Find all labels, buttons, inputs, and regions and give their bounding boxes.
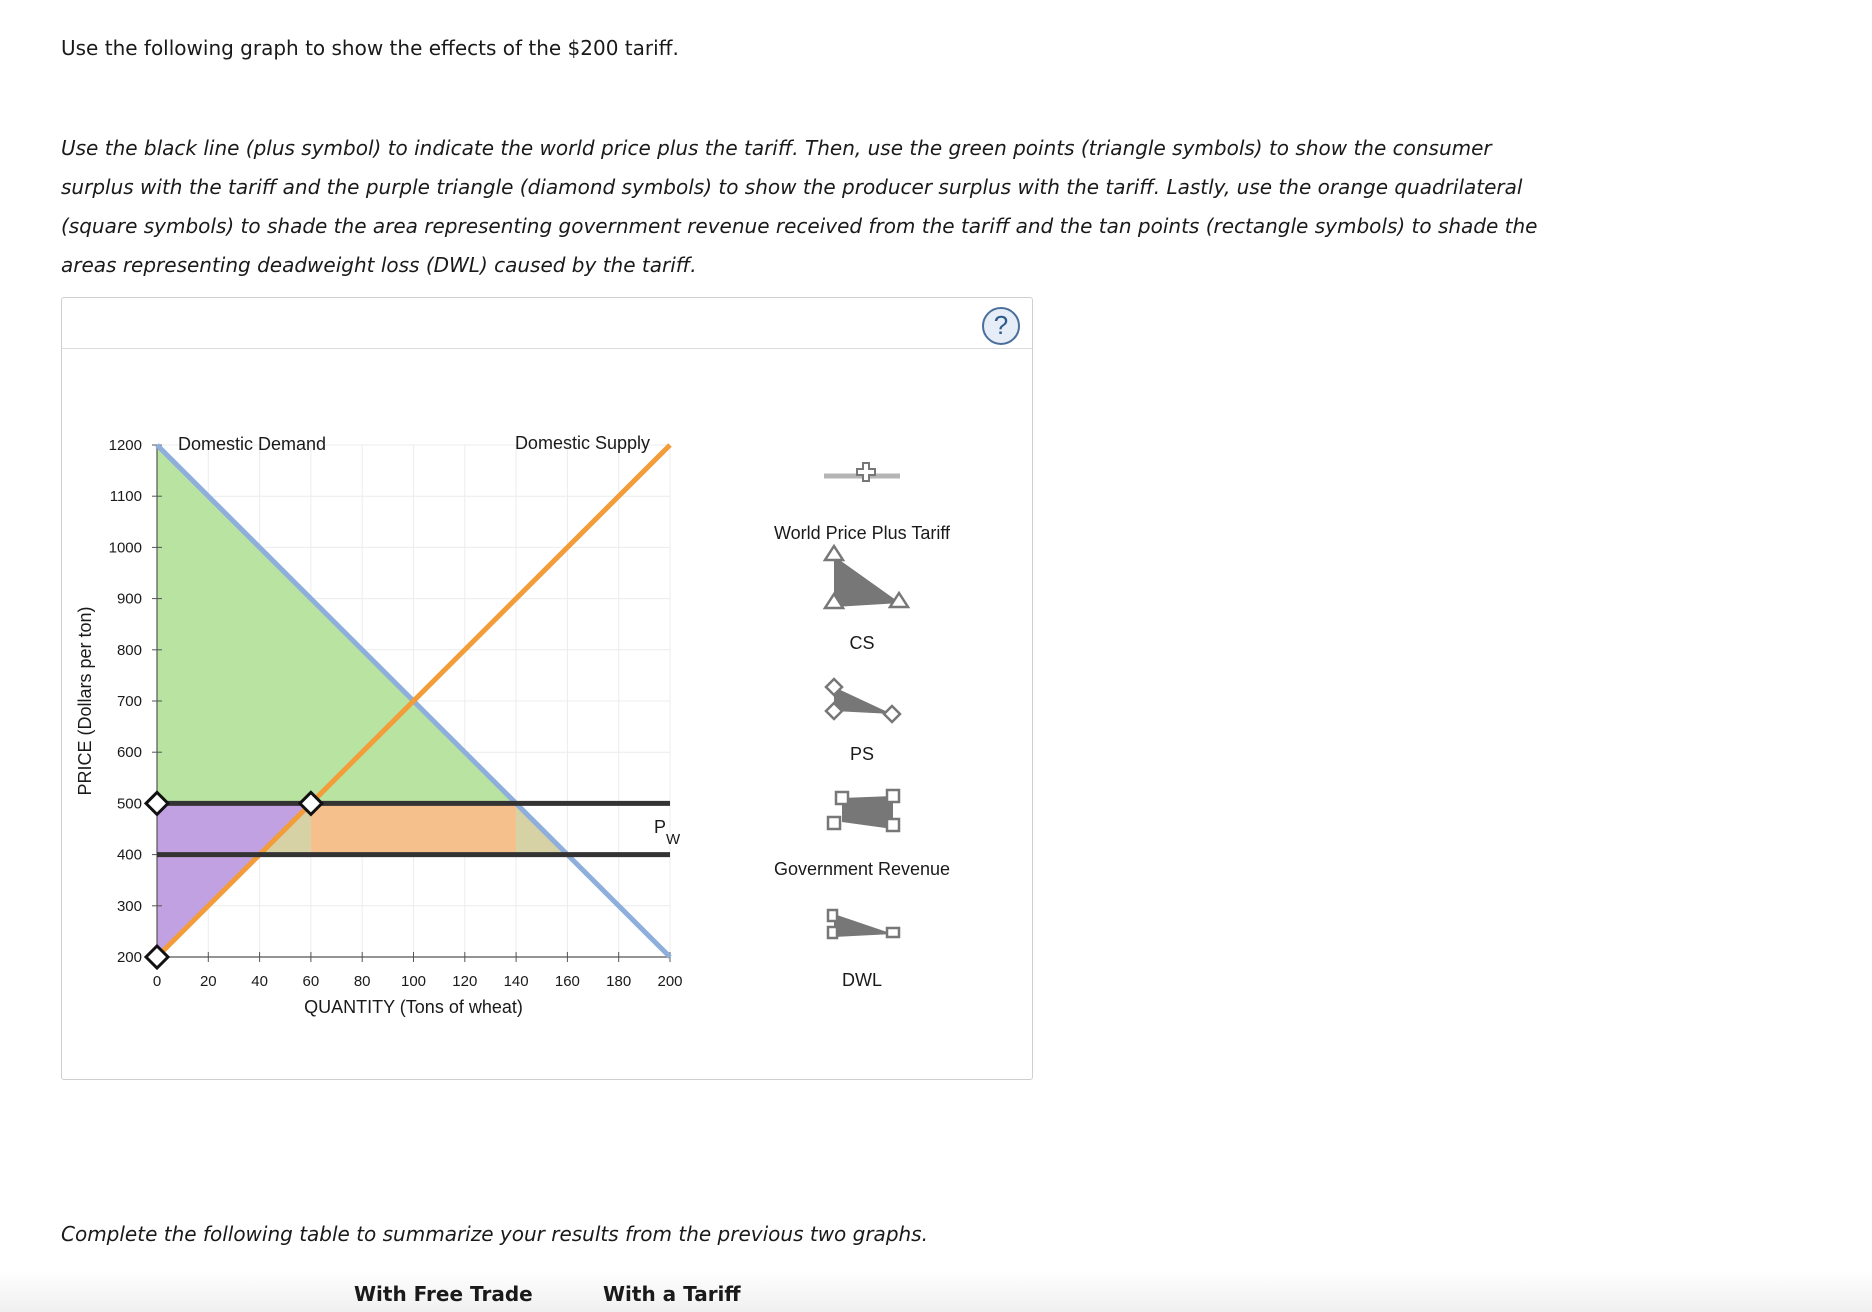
y-tick-label: 500	[116, 795, 142, 813]
x-tick-label: 180	[606, 973, 632, 990]
y-tick-label: 700	[116, 693, 142, 710]
x-tick-label: 100	[400, 973, 427, 990]
y-tick-label: 300	[116, 897, 142, 915]
square-symbol-icon	[836, 792, 848, 804]
triangle-points-icon[interactable]	[834, 556, 900, 607]
rectangle-points-icon[interactable]	[834, 914, 893, 937]
triangle-symbol-icon	[825, 546, 843, 560]
legend-label-world-price-plus-tariff: World Price Plus Tariff	[773, 523, 951, 543]
y-axis-label: PRICE (Dollars per ton)	[75, 606, 95, 796]
summary-text: Complete the following table to summarize your results from the previous two graphs.	[61, 1222, 928, 1246]
table-header-tariff: With a Tariff	[603, 1282, 741, 1306]
square-symbol-icon	[828, 817, 840, 829]
demand-curve-label: Domestic Demand	[178, 434, 327, 454]
y-tick-label: 900	[116, 590, 142, 608]
y-tick-label: 800	[116, 641, 142, 659]
legend-label-ps: PS	[849, 744, 875, 764]
table-header-free-trade: With Free Trade	[354, 1282, 533, 1306]
y-tick-label: 1200	[108, 437, 142, 454]
x-tick-label: 0	[152, 973, 162, 990]
tariff-graph[interactable]	[62, 298, 1034, 1081]
square-points-icon[interactable]	[842, 796, 893, 829]
help-button[interactable]: ?	[982, 307, 1020, 345]
intro-text: Use the following graph to show the effects of the $200 tariff.	[61, 36, 679, 60]
x-tick-label: 200	[657, 973, 683, 990]
world-price-label-subscript: W	[666, 831, 681, 848]
x-axis-label: QUANTITY (Tons of wheat)	[304, 997, 523, 1017]
y-tick-label: 400	[116, 846, 142, 864]
x-tick-label: 160	[554, 973, 580, 990]
rectangle-symbol-icon	[828, 910, 837, 921]
legend-label-cs: CS	[849, 633, 875, 653]
x-tick-label: 60	[302, 973, 320, 990]
x-tick-label: 80	[353, 973, 371, 990]
square-symbol-icon	[887, 790, 899, 802]
rectangle-symbol-icon	[828, 927, 837, 938]
y-tick-label: 200	[116, 949, 142, 966]
y-tick-label: 1000	[108, 539, 142, 557]
y-tick-label: 600	[116, 744, 142, 762]
instructions-text: Use the black line (plus symbol) to indicate the world price plus the tariff. Then, use the green points (triangle symbols) to show the consumer surplus with the tariff and the purple triangle (diamond symbols) to show the producer surplus with the tariff. Lastly, use the orange quadrilateral (square symbols) to shade the area representing government revenue received from the tariff and the tan points (rectangle symbols) to shade the areas representing deadweight loss (DWL) caused by the tariff.	[61, 136, 1538, 277]
rectangle-symbol-icon	[887, 928, 899, 937]
supply-curve-label: Domestic Supply	[514, 433, 650, 453]
world-price-label: P	[654, 817, 667, 837]
x-tick-label: 140	[503, 973, 529, 990]
diamond-symbol-icon	[884, 706, 900, 722]
x-tick-label: 40	[251, 973, 268, 990]
square-symbol-icon	[887, 819, 899, 831]
x-tick-label: 20	[199, 973, 217, 990]
x-tick-label: 120	[452, 973, 478, 990]
legend-label-dwl: DWL	[842, 970, 882, 990]
y-tick-label: 1100	[109, 488, 142, 506]
legend-label-government-revenue: Government Revenue	[773, 859, 951, 879]
graph-panel	[61, 297, 1033, 1080]
area-government-revenue	[311, 803, 516, 854]
bottom-fade	[0, 1270, 1872, 1312]
